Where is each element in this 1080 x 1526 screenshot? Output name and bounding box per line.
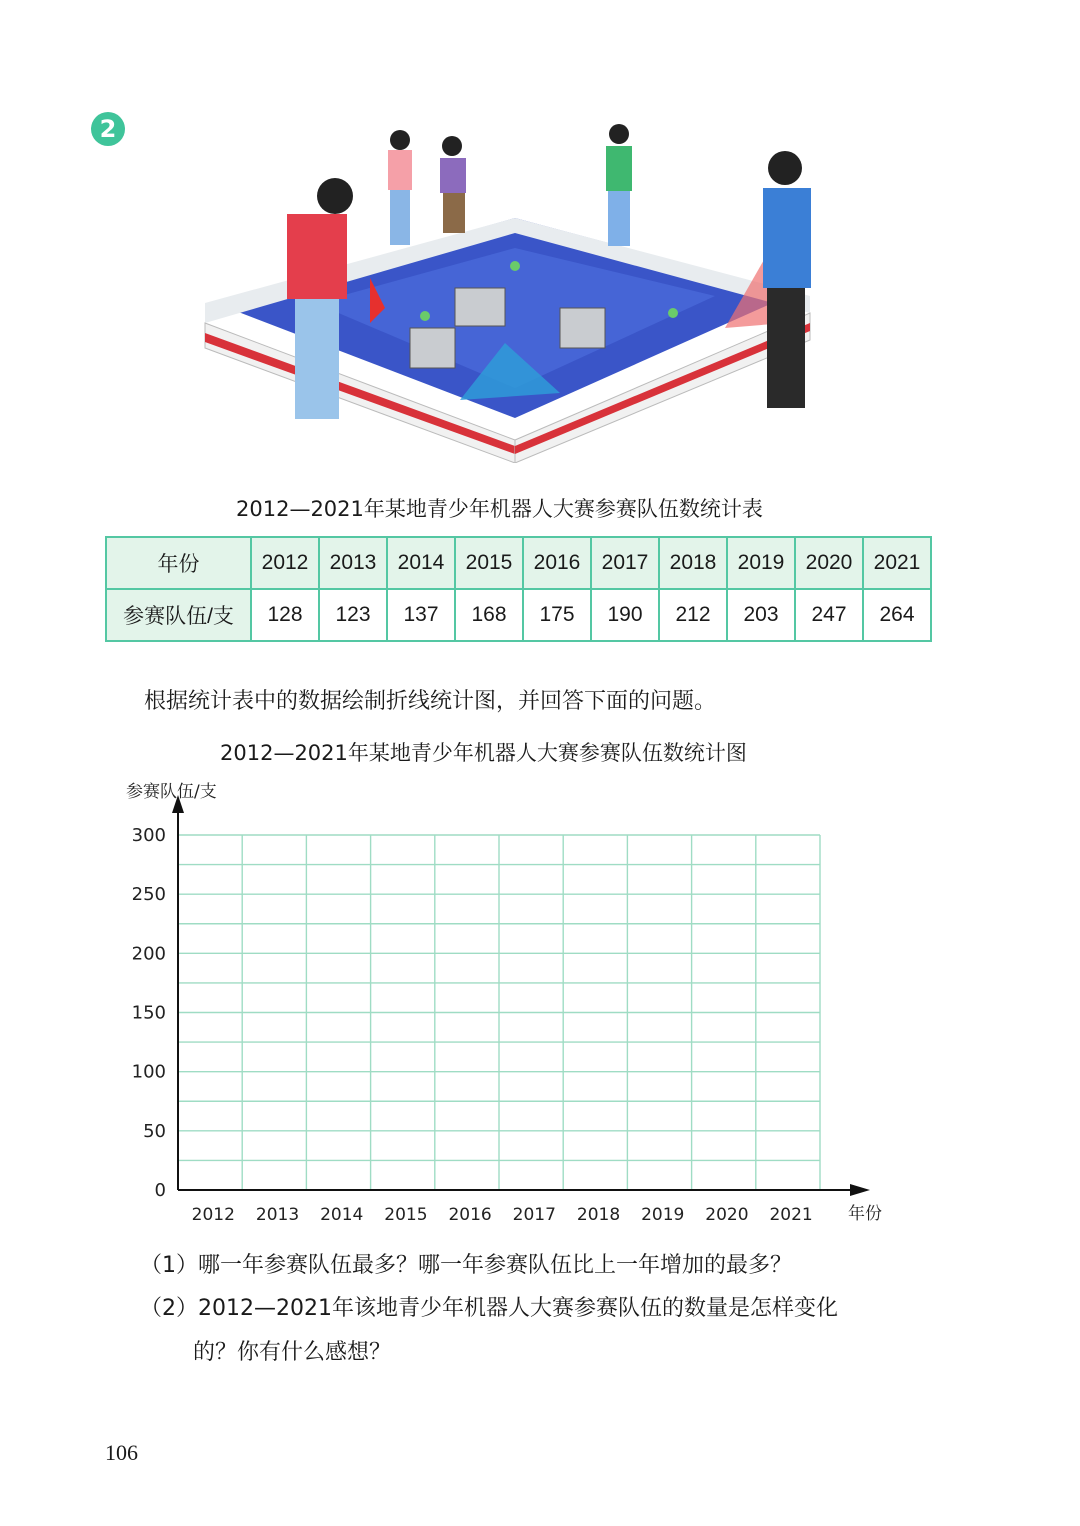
question-2-continued: 的？你有什么感想？ bbox=[193, 1340, 392, 1365]
x-axis-label: 年份 bbox=[848, 1204, 882, 1224]
year-cell: 2018 bbox=[659, 537, 727, 589]
y-tick-label: 50 bbox=[143, 1120, 166, 1142]
chart-grid bbox=[178, 835, 820, 1190]
x-tick-label: 2014 bbox=[320, 1205, 364, 1225]
x-tick-label: 2018 bbox=[576, 1205, 621, 1225]
row-header-year: 年份 bbox=[106, 537, 251, 589]
y-tick-label: 150 bbox=[131, 1002, 166, 1024]
teams-cell: 190 bbox=[591, 589, 659, 641]
y-tick-label: 200 bbox=[131, 943, 166, 965]
y-axis-label: 参赛队伍/支 bbox=[126, 782, 217, 802]
year-cell: 2019 bbox=[727, 537, 795, 589]
instruction-text: 根据统计表中的数据绘制折线统计图，并回答下面的问题。 bbox=[144, 689, 717, 714]
question-1: （1）哪一年参赛队伍最多？哪一年参赛队伍比上一年增加的最多？ bbox=[140, 1253, 792, 1278]
teams-cell: 212 bbox=[659, 589, 727, 641]
statistics-table bbox=[105, 536, 932, 642]
year-cell: 2015 bbox=[455, 537, 523, 589]
x-tick-label: 2019 bbox=[641, 1205, 685, 1225]
teams-cell: 137 bbox=[387, 589, 455, 641]
x-tick-labels bbox=[192, 1205, 813, 1225]
teams-cell: 175 bbox=[523, 589, 591, 641]
y-tick-labels bbox=[132, 825, 166, 1201]
y-tick-label: 0 bbox=[154, 1180, 166, 1201]
teams-cell: 123 bbox=[319, 589, 387, 641]
teams-cell: 128 bbox=[251, 589, 319, 641]
year-cell: 2012 bbox=[251, 537, 319, 589]
y-tick-label: 100 bbox=[131, 1061, 166, 1083]
row-header-teams: 参赛队伍/支 bbox=[106, 589, 251, 641]
x-axis-arrow bbox=[850, 1184, 870, 1196]
teams-cell: 168 bbox=[455, 589, 523, 641]
year-cell: 2017 bbox=[591, 537, 659, 589]
teams-cell: 203 bbox=[727, 589, 795, 641]
table-row bbox=[106, 589, 931, 641]
teams-cell: 264 bbox=[863, 589, 931, 641]
question-2: （2）2012—2021年该地青少年机器人大赛参赛队伍的数量是怎样变化 bbox=[140, 1296, 838, 1321]
y-tick-label: 250 bbox=[131, 884, 166, 906]
robot-competition-illustration bbox=[195, 118, 835, 463]
x-tick-label: 2017 bbox=[512, 1205, 556, 1225]
table-row bbox=[106, 537, 931, 589]
x-tick-label: 2016 bbox=[448, 1205, 492, 1225]
year-cell: 2014 bbox=[387, 537, 455, 589]
x-tick-label: 2012 bbox=[191, 1205, 235, 1225]
chart-title: 2012—2021年某地青少年机器人大赛参赛队伍数统计图 bbox=[220, 741, 747, 765]
year-cell: 2016 bbox=[523, 537, 591, 589]
x-tick-label: 2013 bbox=[255, 1205, 300, 1225]
chart-axes bbox=[172, 795, 870, 1196]
x-tick-label: 2020 bbox=[705, 1205, 749, 1225]
x-tick-label: 2021 bbox=[769, 1205, 813, 1225]
x-tick-label: 2015 bbox=[384, 1205, 428, 1225]
year-cell: 2013 bbox=[319, 537, 387, 589]
y-tick-label: 300 bbox=[131, 825, 166, 846]
exercise-number-badge: 2 bbox=[91, 112, 125, 146]
year-cell: 2020 bbox=[795, 537, 863, 589]
line-chart-blank-grid bbox=[100, 775, 900, 1225]
teams-cell: 247 bbox=[795, 589, 863, 641]
year-cell: 2021 bbox=[863, 537, 931, 589]
table-title: 2012—2021年某地青少年机器人大赛参赛队伍数统计表 bbox=[236, 497, 763, 521]
page-number: 106 bbox=[105, 1440, 138, 1465]
